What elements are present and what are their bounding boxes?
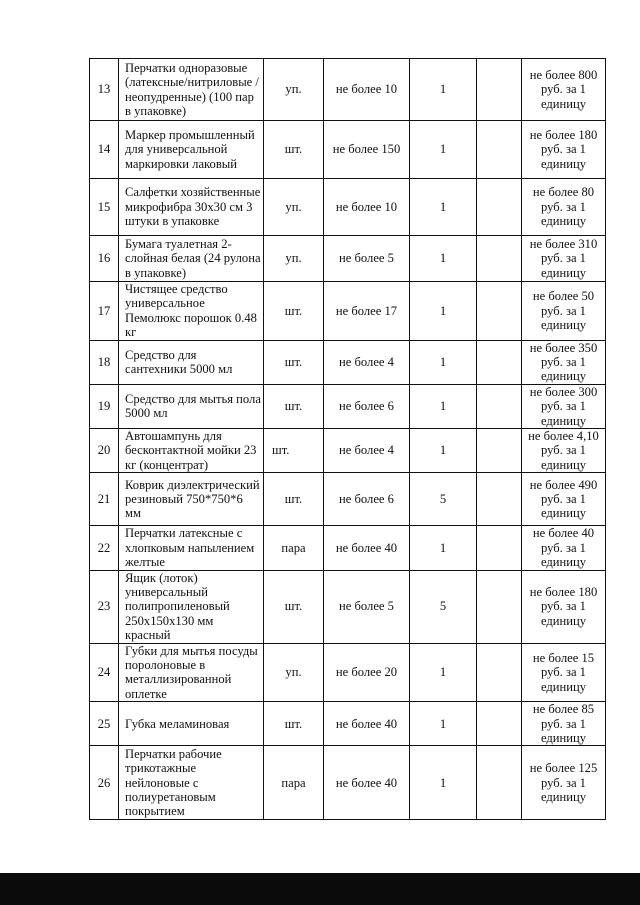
empty-cell xyxy=(477,384,522,428)
empty-cell xyxy=(477,429,522,473)
table-row xyxy=(90,340,606,384)
table-row xyxy=(90,429,606,473)
unit-cell: шт. xyxy=(264,429,324,473)
unit-cell: уп. xyxy=(264,236,324,282)
table-row xyxy=(90,236,606,282)
quantity-cell: не более 6 xyxy=(324,473,410,526)
price-cell: не более 800 руб. за 1 единицу xyxy=(522,59,606,121)
count-cell: 1 xyxy=(410,746,477,820)
unit-cell: пара xyxy=(264,746,324,820)
quantity-cell: не более 40 xyxy=(324,746,410,820)
quantity-cell: не более 40 xyxy=(324,702,410,746)
unit-cell: уп. xyxy=(264,179,324,236)
row-number-cell: 16 xyxy=(90,236,119,282)
count-cell: 1 xyxy=(410,236,477,282)
quantity-cell: не более 4 xyxy=(324,429,410,473)
row-number-cell: 19 xyxy=(90,384,119,428)
empty-cell xyxy=(477,59,522,121)
count-cell: 1 xyxy=(410,179,477,236)
price-cell: не более 85 руб. за 1 единицу xyxy=(522,702,606,746)
unit-cell: шт. xyxy=(264,702,324,746)
items-table-body xyxy=(90,59,606,820)
item-name-cell: Чистящее средство универсальное Пемолюкс порошок 0.48 кг xyxy=(119,282,264,341)
price-cell: не более 490 руб. за 1 единицу xyxy=(522,473,606,526)
table-row xyxy=(90,643,606,702)
empty-cell xyxy=(477,236,522,282)
table-row xyxy=(90,282,606,341)
row-number-cell: 21 xyxy=(90,473,119,526)
empty-cell xyxy=(477,643,522,702)
empty-cell xyxy=(477,121,522,179)
quantity-cell: не более 10 xyxy=(324,59,410,121)
item-name-cell: Автошампунь для бесконтактной мойки 23 кг (концентрат) xyxy=(119,429,264,473)
row-number-cell: 15 xyxy=(90,179,119,236)
unit-cell: шт. xyxy=(264,384,324,428)
price-cell: не более 310 руб. за 1 единицу xyxy=(522,236,606,282)
table-row xyxy=(90,121,606,179)
item-name-cell: Коврик диэлектрический резиновый 750*750*6 мм xyxy=(119,473,264,526)
empty-cell xyxy=(477,473,522,526)
row-number-cell: 22 xyxy=(90,526,119,570)
empty-cell xyxy=(477,702,522,746)
count-cell: 1 xyxy=(410,526,477,570)
quantity-cell: не более 20 xyxy=(324,643,410,702)
row-number-cell: 26 xyxy=(90,746,119,820)
row-number-cell: 17 xyxy=(90,282,119,341)
empty-cell xyxy=(477,570,522,643)
price-cell: не более 50 руб. за 1 единицу xyxy=(522,282,606,341)
count-cell: 1 xyxy=(410,643,477,702)
price-cell: не более 180 руб. за 1 единицу xyxy=(522,121,606,179)
unit-cell: шт. xyxy=(264,473,324,526)
count-cell: 1 xyxy=(410,384,477,428)
quantity-cell: не более 10 xyxy=(324,179,410,236)
unit-cell: пара xyxy=(264,526,324,570)
price-cell: не более 180 руб. за 1 единицу xyxy=(522,570,606,643)
count-cell: 1 xyxy=(410,702,477,746)
item-name-cell: Бумага туалетная 2-слойная белая (24 рулона в упаковке) xyxy=(119,236,264,282)
item-name-cell: Губка меламиновая xyxy=(119,702,264,746)
empty-cell xyxy=(477,282,522,341)
table-row xyxy=(90,473,606,526)
unit-cell: уп. xyxy=(264,59,324,121)
empty-cell xyxy=(477,179,522,236)
price-cell: не более 350 руб. за 1 единицу xyxy=(522,340,606,384)
count-cell: 1 xyxy=(410,121,477,179)
price-cell: не более 4,10 руб. за 1 единицу xyxy=(522,429,606,473)
row-number-cell: 18 xyxy=(90,340,119,384)
row-number-cell: 20 xyxy=(90,429,119,473)
unit-cell: шт. xyxy=(264,570,324,643)
item-name-cell: Перчатки одноразовые (латексные/нитриловые /неопудренные) (100 пар в упаковке) xyxy=(119,59,264,121)
table-row xyxy=(90,570,606,643)
unit-cell: уп. xyxy=(264,643,324,702)
count-cell: 1 xyxy=(410,282,477,341)
quantity-cell: не более 150 xyxy=(324,121,410,179)
table-row xyxy=(90,384,606,428)
row-number-cell: 25 xyxy=(90,702,119,746)
quantity-cell: не более 5 xyxy=(324,570,410,643)
price-cell: не более 125 руб. за 1 единицу xyxy=(522,746,606,820)
quantity-cell: не более 40 xyxy=(324,526,410,570)
item-name-cell: Перчатки рабочие трикотажные нейлоновые с полиуретановым покрытием xyxy=(119,746,264,820)
table-row xyxy=(90,526,606,570)
item-name-cell: Салфетки хозяйственные микрофибра 30х30 см 3 штуки в упаковке xyxy=(119,179,264,236)
price-cell: не более 80 руб. за 1 единицу xyxy=(522,179,606,236)
unit-cell: шт. xyxy=(264,121,324,179)
count-cell: 5 xyxy=(410,473,477,526)
item-name-cell: Маркер промышленный для универсальной маркировки лаковый xyxy=(119,121,264,179)
empty-cell xyxy=(477,746,522,820)
row-number-cell: 13 xyxy=(90,59,119,121)
unit-cell: шт. xyxy=(264,282,324,341)
row-number-cell: 23 xyxy=(90,570,119,643)
count-cell: 1 xyxy=(410,340,477,384)
row-number-cell: 24 xyxy=(90,643,119,702)
empty-cell xyxy=(477,526,522,570)
item-name-cell: Средство для сантехники 5000 мл xyxy=(119,340,264,384)
count-cell: 1 xyxy=(410,429,477,473)
table-row xyxy=(90,746,606,820)
quantity-cell: не более 5 xyxy=(324,236,410,282)
empty-cell xyxy=(477,340,522,384)
row-number-cell: 14 xyxy=(90,121,119,179)
item-name-cell: Перчатки латексные с хлопковым напылением желтые xyxy=(119,526,264,570)
count-cell: 5 xyxy=(410,570,477,643)
price-cell: не более 15 руб. за 1 единицу xyxy=(522,643,606,702)
item-name-cell: Средство для мытья пола 5000 мл xyxy=(119,384,264,428)
quantity-cell: не более 6 xyxy=(324,384,410,428)
table-row xyxy=(90,179,606,236)
unit-cell: шт. xyxy=(264,340,324,384)
table-row xyxy=(90,59,606,121)
scan-bottom-edge xyxy=(0,873,640,905)
item-name-cell: Губки для мытья посуды поролоновые в металлизированной оплетке xyxy=(119,643,264,702)
items-table xyxy=(89,58,606,820)
price-cell: не более 300 руб. за 1 единицу xyxy=(522,384,606,428)
table-row xyxy=(90,702,606,746)
count-cell: 1 xyxy=(410,59,477,121)
item-name-cell: Ящик (лоток) универсальный полипропиленовый 250х150х130 мм красный xyxy=(119,570,264,643)
price-cell: не более 40 руб. за 1 единицу xyxy=(522,526,606,570)
quantity-cell: не более 4 xyxy=(324,340,410,384)
quantity-cell: не более 17 xyxy=(324,282,410,341)
